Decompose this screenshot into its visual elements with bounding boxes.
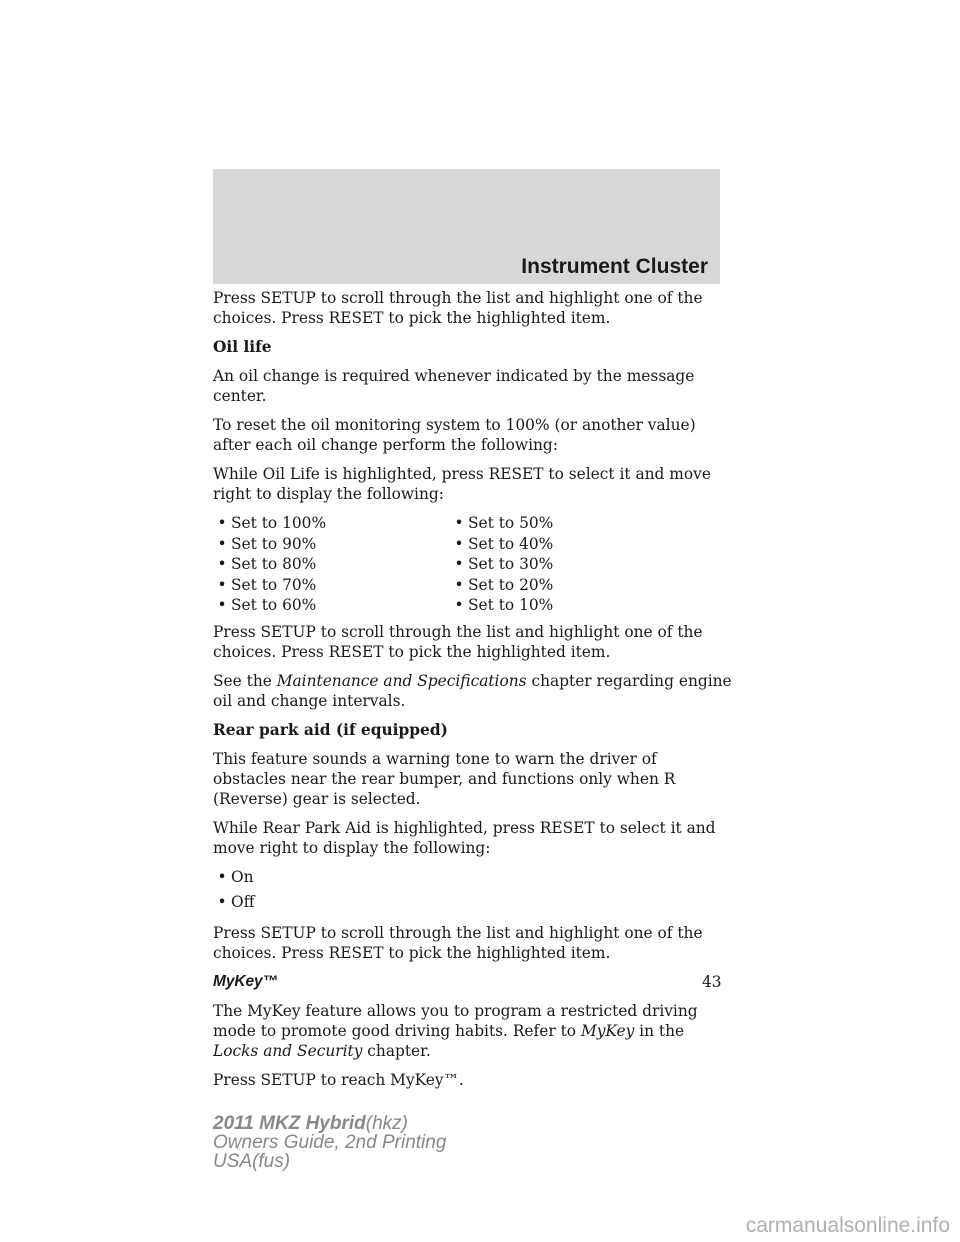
page-content (213, 288, 733, 1099)
list-item: • Set to 30% (450, 554, 687, 575)
paragraph: Press SETUP to scroll through the list and highlight one of the choices. Press RESET to pick the highlighted item. (213, 289, 703, 327)
bullet-icon: • (454, 575, 464, 594)
list-item: • Set to 60% (213, 595, 450, 616)
bullet-icon: • (454, 555, 464, 573)
bullet-icon: • (454, 534, 464, 553)
mykey-heading: MyKey™ (213, 972, 279, 990)
paragraph: The MyKey feature allows you to program a restricted driving mode to promote good driving habits. Refer to MyKey in the Locks and Security chapter. (213, 1001, 698, 1060)
rear-park-aid-heading: Rear park aid (if equipped) (213, 720, 448, 739)
section-title: Instrument Cluster (521, 255, 708, 278)
paragraph: While Rear Park Aid is highlighted, press RESET to select it and move right to display the following: (213, 818, 716, 857)
bullet-icon: • (217, 555, 227, 573)
watermark: carmanualsonline.info (745, 1214, 950, 1237)
paragraph: While Oil Life is highlighted, press RESET to select it and move right to display the following: (213, 465, 711, 503)
section-reference: MyKey (580, 1021, 635, 1040)
section-header-band (213, 169, 720, 284)
paragraph: An oil change is required whenever indicated by the message center. (213, 367, 695, 405)
paragraph: Press SETUP to scroll through the list and highlight one of the choices. Press RESET to pick the highlighted item. (213, 622, 703, 661)
list-item: • Set to 10% (450, 595, 687, 616)
list-item: • Set to 50% (450, 513, 687, 534)
oil-life-heading: Oil life (213, 338, 272, 356)
list-item: • Set to 20% (450, 575, 687, 596)
list-item: • Set to 100% (213, 513, 450, 534)
park-aid-options (213, 867, 733, 917)
list-item: • Set to 70% (213, 575, 450, 596)
paragraph: See the Maintenance and Specifications chapter regarding engine oil and change intervals. (213, 671, 732, 710)
bullet-icon: • (217, 596, 227, 614)
list-item: • Set to 40% (450, 534, 687, 555)
page-number: 43 (702, 973, 722, 991)
chapter-reference: Locks and Security (213, 1041, 363, 1060)
list-item: • Set to 90% (213, 534, 450, 555)
bullet-icon: • (217, 867, 227, 886)
paragraph: Press SETUP to reach MyKey™. (213, 1070, 464, 1089)
bullet-icon: • (454, 514, 464, 532)
bullet-icon: • (217, 534, 227, 553)
document-footer: 2011 MKZ Hybrid(hkz) Owners Guide, 2nd Printing USA(fus) (213, 1113, 447, 1172)
bullet-icon: • (217, 892, 227, 911)
oil-life-options (213, 513, 733, 616)
list-item: • Off (213, 892, 733, 917)
bullet-icon: • (217, 514, 227, 532)
paragraph: This feature sounds a warning tone to warn the driver of obstacles near the rear bumper, and functions only when R (Reverse) gear is selected. (213, 749, 676, 808)
list-item: • On (213, 867, 733, 892)
bullet-icon: • (217, 575, 227, 594)
paragraph: To reset the oil monitoring system to 100% (or another value) after each oil change perform the following: (213, 416, 696, 454)
bullet-icon: • (454, 596, 464, 614)
chapter-reference: Maintenance and Specifications (276, 671, 527, 690)
list-item: • Set to 80% (213, 554, 450, 575)
paragraph: Press SETUP to scroll through the list and highlight one of the choices. Press RESET to pick the highlighted item. (213, 923, 703, 962)
